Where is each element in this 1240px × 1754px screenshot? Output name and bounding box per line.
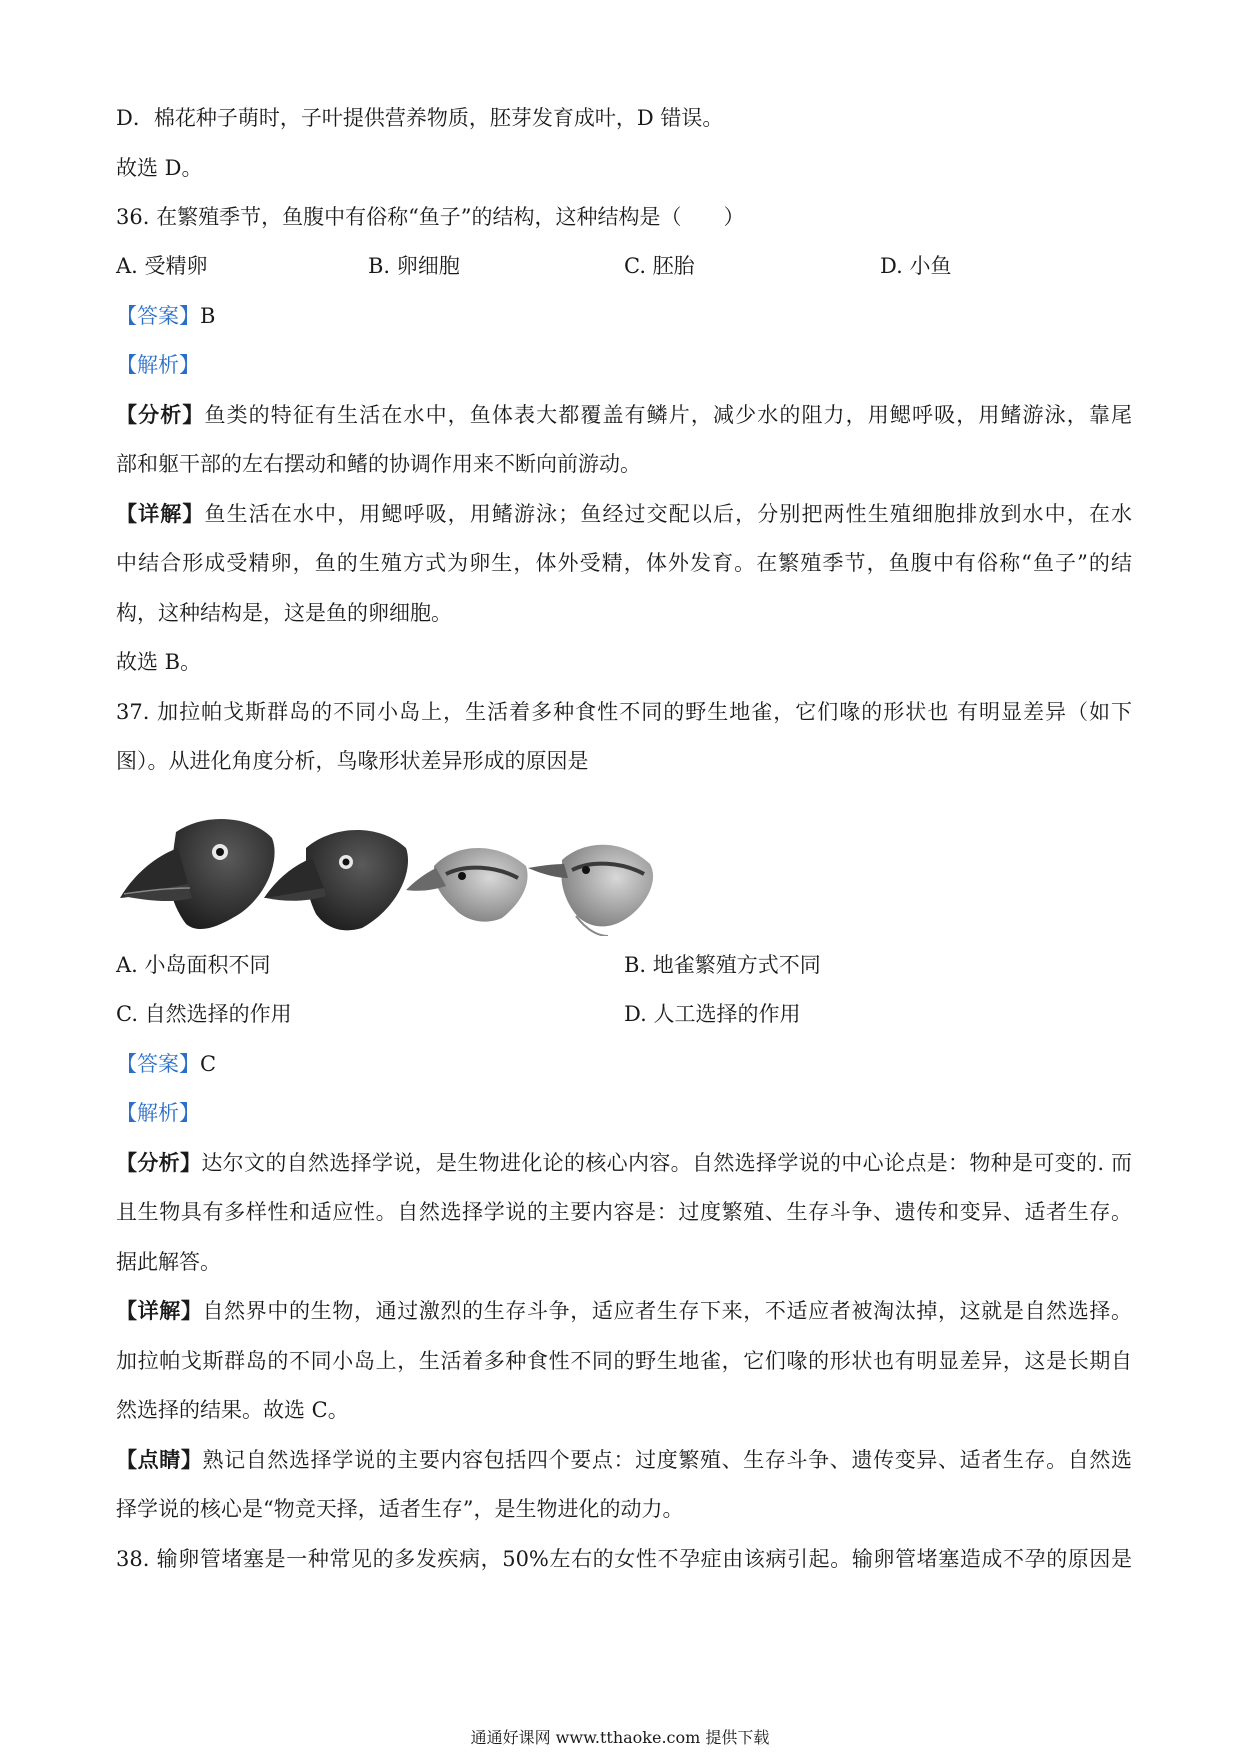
- option-a: A. 小岛面积不同: [116, 953, 271, 977]
- detail-line: 中结合形成受精卵，鱼的生殖方式为卵生，体外受精，体外发育。在繁殖季节，鱼腹中有俗称“鱼子”的结: [116, 551, 1132, 575]
- detail-line: [116, 1297, 1132, 1325]
- analysis-tag: 【解析】: [116, 353, 200, 377]
- detail-line: 加拉帕戈斯群岛的不同小岛上，生活着多种食性不同的野生地雀，它们喙的形状也有明显差异，这是长期自: [116, 1349, 1132, 1373]
- option-b: B. 地雀繁殖方式不同: [624, 953, 821, 977]
- analysis-tag: 【解析】: [116, 1101, 200, 1125]
- xiangjie-tag: 【详解】: [116, 1298, 203, 1323]
- detail-line: 构，这种结构是，这是鱼的卵细胞。: [116, 601, 452, 625]
- xiangjie-tag: 【详解】: [116, 501, 205, 526]
- finch-beaks-illustration: [116, 808, 732, 936]
- detail-line: 然选择的结果。故选 C。: [116, 1398, 349, 1422]
- option-c: C. 自然选择的作用: [116, 1002, 292, 1026]
- option-d: D. 小鱼: [880, 254, 952, 278]
- question-38: 38. 输卵管堵塞是一种常见的多发疾病，50%左右的女性不孕症由该病引起。输卵管堵塞造成不孕的原因是: [116, 1547, 1132, 1571]
- finch-head-1: [120, 819, 275, 929]
- page-footer: 通通好课网 www.tthaoke.com 提供下载: [470, 1728, 770, 1747]
- choose-line: 故选 B。: [116, 650, 202, 674]
- finch-head-2: [264, 830, 408, 930]
- answer-line: [116, 1050, 1132, 1078]
- answer-value: B: [200, 304, 216, 328]
- dianjing-tag: 【点睛】: [116, 1447, 203, 1472]
- question-36: 36. 在繁殖季节，鱼腹中有俗称“鱼子”的结构，这种结构是（ ）: [116, 205, 745, 229]
- finch-head-4: [528, 845, 653, 936]
- dianjing-line: 择学说的核心是“物竞天择，适者生存”，是生物进化的动力。: [116, 1497, 684, 1521]
- analysis-line: 且生物具有多样性和适应性。自然选择学说的主要内容是：过度繁殖、生存斗争、遗传和变异、适者生存。: [116, 1200, 1132, 1224]
- dianjing-line: [116, 1446, 1132, 1474]
- answer-tag: 【答案】: [116, 1052, 200, 1076]
- dianjing-text: 熟记自然选择学说的主要内容包括四个要点：过度繁殖、生存斗争、遗传变异、适者生存。自然选: [202, 1448, 1133, 1472]
- text-line: D．棉花种子萌时，子叶提供营养物质，胚芽发育成叶，D 错误。: [116, 106, 724, 130]
- analysis-heading: [116, 1099, 1132, 1127]
- detail-text: 鱼生活在水中，用鳃呼吸，用鳍游泳；鱼经过交配以后，分别把两性生殖细胞排放到水中，在水: [204, 502, 1133, 526]
- question-37-cont: 图）。从进化角度分析，鸟喙形状差异形成的原因是: [116, 749, 589, 773]
- option-a: A. 受精卵: [116, 254, 208, 278]
- analysis-line: 据此解答。: [116, 1250, 221, 1274]
- text-line: 故选 D。: [116, 156, 203, 180]
- analysis-text: 达尔文的自然选择学说，是生物进化论的核心内容。自然选择学说的中心论点是：物种是可变的. 而: [201, 1151, 1132, 1175]
- answer-line: [116, 302, 1132, 330]
- detail-line: [116, 500, 1132, 528]
- option-d: D. 人工选择的作用: [624, 1002, 801, 1026]
- fenxi-tag: 【分析】: [116, 402, 205, 427]
- finch-head-3: [406, 848, 528, 922]
- analysis-line: 部和躯干部的左右摆动和鳍的协调作用来不断向前游动。: [116, 452, 641, 476]
- option-c: C. 胚胎: [624, 254, 695, 278]
- analysis-heading: [116, 351, 1132, 379]
- analysis-line: [116, 401, 1132, 429]
- question-37: 37. 加拉帕戈斯群岛的不同小岛上，生活着多种食性不同的野生地雀，它们喙的形状也 有明显差异（如下: [116, 700, 1132, 724]
- answer-tag: 【答案】: [116, 304, 200, 328]
- fenxi-tag: 【分析】: [116, 1150, 202, 1175]
- option-b: B. 卵细胞: [368, 254, 460, 278]
- detail-text: 自然界中的生物，通过激烈的生存斗争，适应者生存下来，不适应者被淘汰掉，这就是自然选择。: [202, 1299, 1133, 1323]
- answer-value: C: [200, 1052, 217, 1076]
- analysis-line: [116, 1149, 1132, 1177]
- analysis-text: 鱼类的特征有生活在水中，鱼体表大都覆盖有鳞片，减少水的阻力，用鳃呼吸，用鳍游泳，靠尾: [204, 403, 1133, 427]
